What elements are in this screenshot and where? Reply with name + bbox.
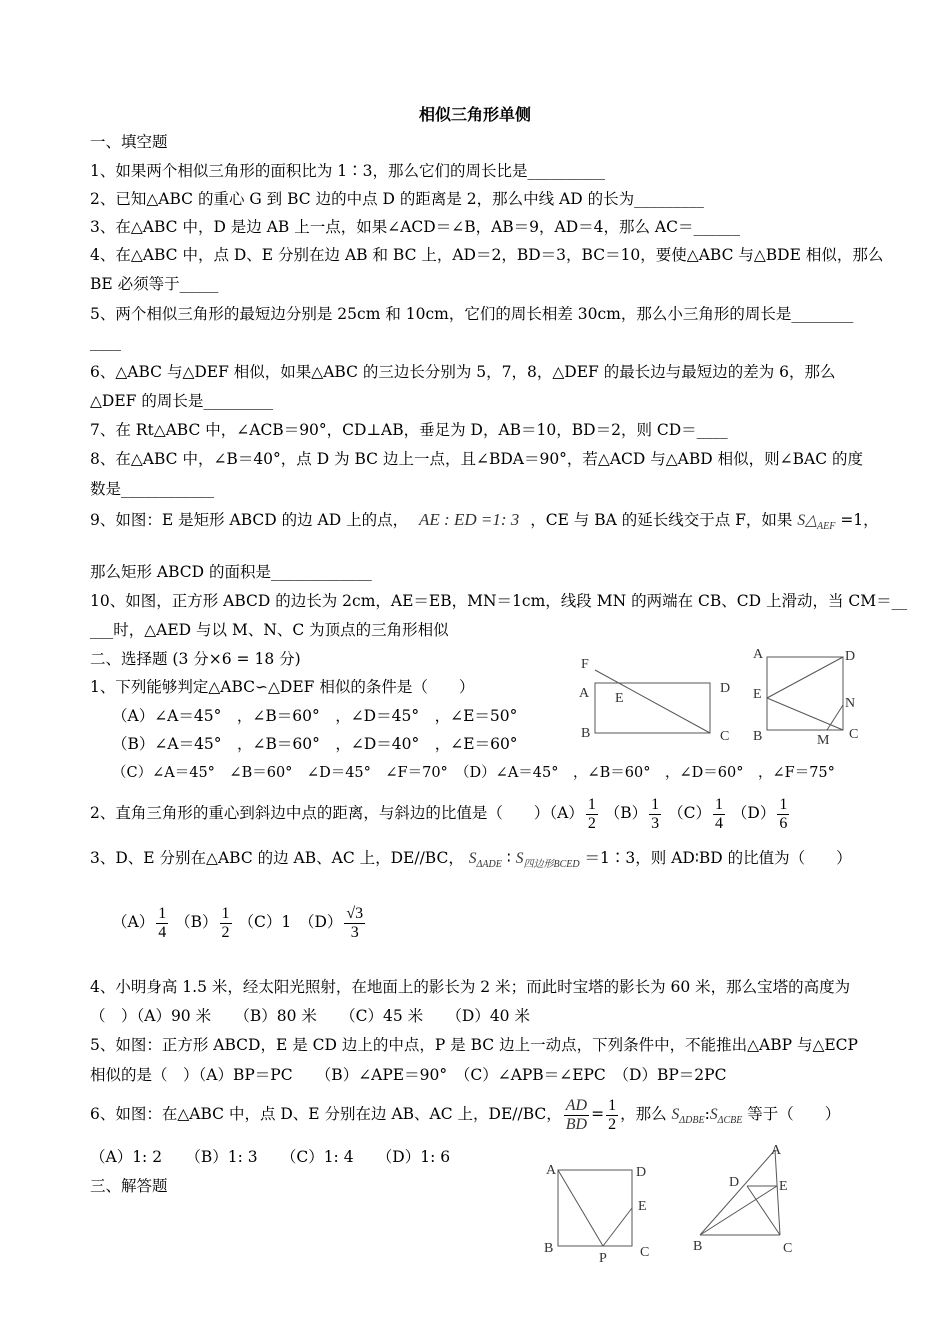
q9-text-end: =1，	[840, 511, 879, 529]
fill-question-3: 3、在△ABC 中，D 是边 AB 上一点，如果∠ACD＝∠B，AB＝9，AD＝4，那么 AC＝______	[90, 218, 740, 236]
choice-question-5-line-2: 相似的是（ ）（A）BP＝PC （B）∠APE＝90° （C）∠APB＝∠EPC （D）BP＝2PC	[90, 1066, 727, 1084]
choice-question-6	[90, 1092, 840, 1143]
fig2-label-d: D	[845, 649, 856, 664]
q2-frac-c-num: 1	[714, 795, 723, 813]
q3-opt-cd-label: （C）1 （D）	[238, 913, 343, 931]
fill-question-4-line-2: BE 必须等于_____	[90, 275, 219, 293]
choice-question-3	[90, 848, 852, 875]
figure-triangle-de-bc	[685, 1140, 805, 1260]
q2-frac-a-num: 1	[587, 795, 596, 813]
q2-frac-c-den: 4	[714, 814, 723, 832]
fill-question-8-line-1: 8、在△ABC 中，∠B＝40°，点 D 为 BC 边上一点，且∠BDA＝90°，若△ACD 与△ABD 相似，则∠BAC 的度	[90, 450, 863, 468]
choice-question-1: 1、下列能够判定△ABC∽△DEF 相似的条件是（ ）	[90, 678, 475, 696]
fig3-label-d: D	[636, 1165, 647, 1180]
fig3-label-e: E	[638, 1199, 647, 1214]
fill-question-10-line-1: 10、如图，正方形 ABCD 的边长为 2cm，AE＝EB，MN＝1cm，线段 MN 的两端在 CB、CD 上滑动，当 CM＝__	[90, 592, 908, 610]
q6-fraction-ad-bd	[564, 1097, 589, 1134]
choice-q3-options	[112, 902, 367, 942]
fill-question-9-line-2: 那么矩形 ABCD 的面积是_____________	[90, 563, 372, 581]
choice-q1-option-cd: （C）∠A＝45° ∠B＝60° ∠D＝45° ∠F＝70° （D）∠A＝45° ，∠B＝60° ，∠D＝60° ，∠F＝75°	[112, 765, 835, 781]
fig2-label-a: A	[753, 647, 764, 662]
q3-area-2: S	[515, 850, 524, 867]
q6-area-1-sub: ΔDBE	[679, 1115, 705, 1126]
q6-text-b: ，那么	[620, 1105, 667, 1123]
fill-question-8-line-2: 数是____________	[90, 480, 215, 498]
q2-opt-c-label: （C）	[668, 804, 711, 822]
fill-question-4-line-1: 4、在△ABC 中，点 D、E 分别在边 AB 和 BC 上，AD＝2，BD＝3，BC＝10，要使△ABC 与△BDE 相似，那么	[90, 246, 884, 264]
q6-frac-num: AD	[565, 1096, 588, 1114]
fig1-label-e: E	[615, 691, 624, 706]
fill-question-5-line-1: 5、两个相似三角形的最短边分别是 25cm 和 10cm，它们的周长相差 30cm，那么小三角形的周长是________	[90, 305, 854, 323]
choice-q1-option-b: （B）∠A＝45° ，∠B＝60° ，∠D＝40° ，∠E＝60°	[112, 735, 518, 753]
figure-square-mn	[745, 640, 875, 755]
q3-frac-d-num: √3	[346, 904, 364, 922]
fill-question-10-line-2: ___时，△AED 与以 M、N、C 为顶点的三角形相似	[90, 621, 449, 639]
fig2-label-e: E	[753, 687, 762, 702]
section-answer-heading: 三、解答题	[90, 1177, 168, 1195]
q3-colon: ∶	[506, 849, 511, 867]
fig1-label-f: F	[581, 657, 589, 672]
q3-frac-d-den: 3	[350, 923, 359, 941]
q9-text-b: ，CE 与 BA 的延长线交于点 F，如果	[530, 511, 793, 529]
q6-frac2-num: 1	[608, 1096, 617, 1114]
q6-area-1: S	[671, 1106, 680, 1123]
fill-question-5-line-2: ____	[90, 333, 121, 351]
q2-fraction-a	[586, 796, 598, 833]
fill-question-2: 2、已知△ABC 的重心 G 到 BC 边的中点 D 的距离是 2，那么中线 AD 的长为_________	[90, 190, 704, 208]
q3-opt-b-label: （B）	[175, 913, 218, 931]
fill-question-1: 1、如果两个相似三角形的面积比为 1∶3，那么它们的周长比是__________	[90, 162, 606, 180]
q2-fraction-b	[649, 796, 661, 833]
fig1-label-d: D	[720, 681, 731, 696]
figure-rectangle-aefd	[575, 650, 745, 750]
fig3-label-b: B	[544, 1241, 554, 1256]
q6-colon: :	[704, 1105, 710, 1123]
choice-question-4-line-2: （ ）（A）90 米 （B）80 米 （C）45 米 （D）40 米	[90, 1007, 530, 1025]
q2-fraction-d	[777, 796, 789, 833]
fig3-label-c: C	[640, 1245, 650, 1260]
choice-q1-option-a: （A）∠A＝45° ，∠B＝60° ，∠D＝45° ，∠E＝50°	[112, 707, 518, 725]
fig1-label-b: B	[581, 726, 591, 741]
q2-frac-b-den: 3	[651, 814, 660, 832]
q3-fraction-d	[344, 905, 365, 942]
q3-frac-b-num: 1	[221, 904, 230, 922]
fig4-label-c: C	[783, 1241, 793, 1256]
fig1-label-c: C	[720, 729, 730, 744]
choice-question-2	[90, 793, 791, 833]
fig2-label-c: C	[849, 727, 859, 742]
choice-q6-options: （A）1: 2 （B）1: 3 （C）1: 4 （D）1: 6	[90, 1148, 451, 1166]
fig1-label-a: A	[579, 686, 590, 701]
q6-area-2: S	[709, 1106, 718, 1123]
q6-area-2-sub: ΔCBE	[717, 1115, 743, 1126]
section-choice-heading: 二、选择题 (3 分×6 = 18 分)	[90, 650, 301, 668]
fig4-label-a: A	[771, 1143, 782, 1158]
fill-question-7: 7、在 Rt△ABC 中，∠ACB＝90°，CD⊥AB，垂足为 D，AB＝10，BD＝2，则 CD＝____	[90, 421, 728, 439]
fill-question-6-line-2: △DEF 的周长是_________	[90, 392, 274, 410]
fig2-label-b: B	[753, 729, 763, 744]
q3-area-2-sub: 四边形BCED	[523, 859, 580, 870]
figure-square-abpe	[540, 1158, 660, 1268]
q6-equals: =	[591, 1105, 605, 1123]
fill-question-9-line-1	[90, 510, 879, 537]
q3-area-1-sub: ΔADE	[476, 859, 502, 870]
q3-fraction-a	[156, 905, 168, 942]
q2-frac-a-den: 2	[587, 814, 596, 832]
section-fill-heading: 一、填空题	[90, 133, 168, 151]
q6-text-c: 等于（ ）	[747, 1105, 841, 1123]
fig4-label-b: B	[693, 1239, 703, 1254]
q6-frac2-den: 2	[608, 1115, 617, 1133]
choice-question-5-line-1: 5、如图：正方形 ABCD，E 是 CD 边上的中点，P 是 BC 边上一动点，下列条件中，不能推出△ABP 与△ECP	[90, 1036, 858, 1054]
choice-question-4-line-1: 4、小明身高 1.5 米，经太阳光照射，在地面上的影长为 2 米；而此时宝塔的影长为 60 米，那么宝塔的高度为	[90, 978, 851, 996]
q9-ratio-math: AE : ED =1: 3	[419, 510, 520, 529]
q2-frac-d-den: 6	[779, 814, 788, 832]
fig2-label-m: M	[817, 733, 830, 748]
q2-opt-d-label: （D）	[731, 804, 776, 822]
fig4-label-d: D	[729, 1175, 740, 1190]
q3-text-a: 3、D、E 分别在△ABC 的边 AB、AC 上，DE//BC，	[90, 849, 464, 867]
q3-frac-a-den: 4	[158, 923, 167, 941]
page-title: 相似三角形单侧	[418, 105, 531, 124]
q3-text-b: ＝1∶3，则 AD∶BD 的比值为（ ）	[584, 849, 852, 867]
q3-area-1: S	[468, 850, 477, 867]
q9-area-subscript: AEF	[817, 521, 836, 532]
q2-frac-d-num: 1	[779, 795, 788, 813]
fig3-label-p: P	[599, 1251, 607, 1266]
q3-frac-a-num: 1	[158, 904, 167, 922]
fig3-label-a: A	[546, 1163, 557, 1178]
q9-area-symbol: S△	[797, 512, 818, 529]
q2-text: 2、直角三角形的重心到斜边中点的距离，与斜边的比值是（ ）（A）	[90, 804, 584, 822]
q6-fraction-half	[606, 1097, 618, 1134]
q2-fraction-c	[713, 796, 725, 833]
q3-fraction-b	[220, 905, 232, 942]
fill-question-6-line-1: 6、△ABC 与△DEF 相似，如果△ABC 的三边长分别为 5，7，8，△DEF 的最长边与最短边的差为 6，那么	[90, 363, 836, 381]
q3-opt-a-label: （A）	[112, 913, 155, 931]
q6-text-a: 6、如图：在△ABC 中，点 D、E 分别在边 AB、AC 上，DE//BC，	[90, 1105, 562, 1123]
fig2-label-n: N	[845, 696, 856, 711]
q2-opt-b-label: （B）	[604, 804, 648, 822]
fig4-label-e: E	[779, 1179, 788, 1194]
q2-frac-b-num: 1	[651, 795, 660, 813]
q6-frac-den: BD	[565, 1115, 588, 1133]
q9-text-a: 9、如图：E 是矩形 ABCD 的边 AD 上的点，	[90, 511, 409, 529]
q3-frac-b-den: 2	[221, 923, 230, 941]
